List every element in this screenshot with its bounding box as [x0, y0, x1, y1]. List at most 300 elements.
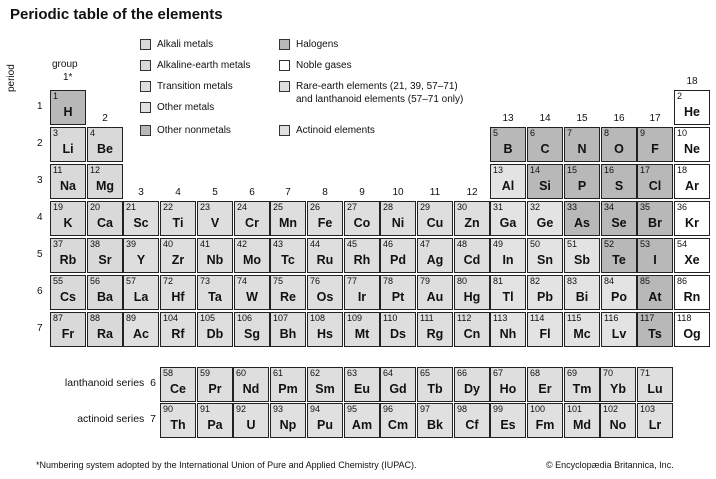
- atomic-number: 94: [310, 404, 321, 414]
- element-f: [637, 127, 673, 162]
- element-la: [123, 275, 159, 310]
- element-symbol: V: [210, 216, 220, 230]
- element-symbol: Te: [612, 253, 626, 267]
- atomic-number: 60: [236, 368, 247, 378]
- atomic-number: 46: [383, 239, 394, 249]
- element-li: [50, 127, 86, 162]
- atomic-number: 38: [90, 239, 101, 249]
- element-cr: [234, 201, 270, 236]
- element-symbol: F: [651, 142, 659, 156]
- element-symbol: Ti: [172, 216, 184, 230]
- atomic-number: 100: [530, 404, 546, 414]
- element-ca: [87, 201, 123, 236]
- element-sn: [527, 238, 563, 273]
- element-symbol: Fe: [317, 216, 333, 230]
- atomic-number: 110: [383, 313, 398, 323]
- element-tl: [490, 275, 526, 310]
- element-rf: [160, 312, 196, 347]
- atomic-number: 47: [420, 239, 431, 249]
- element-au: [417, 275, 453, 310]
- atomic-number: 113: [493, 313, 508, 323]
- period-axis-label: period: [6, 64, 17, 92]
- group-label: 5: [212, 187, 218, 198]
- element-ts: [637, 312, 673, 347]
- atomic-number: 29: [420, 202, 431, 212]
- atomic-number: 53: [640, 239, 651, 249]
- element-symbol: Zn: [464, 216, 480, 230]
- element-ac: [123, 312, 159, 347]
- element-symbol: At: [648, 290, 662, 304]
- element-po: [601, 275, 637, 310]
- atomic-number: 51: [567, 239, 578, 249]
- element-as: [564, 201, 600, 236]
- element-pm: [270, 367, 306, 402]
- element-symbol: Ni: [391, 216, 405, 230]
- element-symbol: He: [684, 105, 700, 119]
- element-tm: [564, 367, 600, 402]
- element-os: [307, 275, 343, 310]
- element-mt: [344, 312, 380, 347]
- atomic-number: 88: [90, 313, 101, 323]
- atomic-number: 31: [493, 202, 504, 212]
- element-symbol: Pd: [390, 253, 406, 267]
- element-rn: [674, 275, 710, 310]
- element-sm: [307, 367, 343, 402]
- atomic-number: 75: [273, 276, 284, 286]
- element-symbol: Se: [611, 216, 627, 230]
- element-hg: [454, 275, 490, 310]
- atomic-number: 104: [163, 313, 179, 323]
- element-symbol: Pt: [391, 290, 405, 304]
- element-sc: [123, 201, 159, 236]
- group-label: 12: [466, 187, 478, 198]
- element-symbol: Db: [206, 327, 224, 341]
- element-fl: [527, 312, 563, 347]
- group-label: 10: [392, 187, 404, 198]
- atomic-number: 114: [530, 313, 545, 323]
- element-symbol: Pr: [208, 382, 222, 396]
- element-symbol: Md: [572, 418, 592, 432]
- element-xe: [674, 238, 710, 273]
- group-label: 9: [359, 187, 365, 198]
- element-symbol: Rg: [426, 327, 444, 341]
- atomic-number: 81: [493, 276, 504, 286]
- element-ho: [490, 367, 526, 402]
- group-label: 7: [285, 187, 291, 198]
- atomic-number: 30: [457, 202, 468, 212]
- period-label: 7: [37, 323, 43, 334]
- element-symbol: Ca: [97, 216, 113, 230]
- period-label: 5: [37, 249, 43, 260]
- element-symbol: Nd: [242, 382, 260, 396]
- element-cn: [454, 312, 490, 347]
- legend-swatch-noble: [279, 60, 290, 71]
- atomic-number: 118: [677, 313, 692, 323]
- element-symbol: O: [614, 142, 624, 156]
- atomic-number: 14: [530, 165, 541, 175]
- element-ga: [490, 201, 526, 236]
- legend-label-rare-earth: Rare-earth elements (21, 39, 57–71): [296, 81, 458, 92]
- element-symbol: Ir: [357, 290, 367, 304]
- element-symbol: Ne: [684, 142, 700, 156]
- element-y: [123, 238, 159, 273]
- element-mo: [234, 238, 270, 273]
- atomic-number: 106: [237, 313, 253, 323]
- element-symbol: Nb: [206, 253, 224, 267]
- element-symbol: S: [614, 179, 624, 193]
- element-symbol: Mt: [354, 327, 370, 341]
- atomic-number: 11: [53, 165, 63, 175]
- element-sr: [87, 238, 123, 273]
- element-symbol: Sg: [244, 327, 260, 341]
- group-label: 4: [175, 187, 181, 198]
- element-ds: [380, 312, 416, 347]
- element-al: [490, 164, 526, 199]
- element-s: [601, 164, 637, 199]
- atomic-number: 84: [604, 276, 615, 286]
- element-am: [344, 403, 380, 438]
- element-symbol: Ts: [648, 327, 662, 341]
- atomic-number: 112: [457, 313, 472, 323]
- element-symbol: Si: [539, 179, 551, 193]
- element-symbol: Br: [648, 216, 662, 230]
- element-symbol: Tm: [572, 382, 592, 396]
- element-symbol: Mo: [242, 253, 262, 267]
- atomic-number: 72: [163, 276, 174, 286]
- copyright: © Encyclopædia Britannica, Inc.: [546, 460, 674, 470]
- atomic-number: 54: [677, 239, 688, 249]
- element-zr: [160, 238, 196, 273]
- atomic-number: 40: [163, 239, 174, 249]
- element-cf: [454, 403, 490, 438]
- atomic-number: 1: [53, 91, 59, 101]
- element-symbol: H: [63, 105, 73, 119]
- element-symbol: Mg: [95, 179, 115, 193]
- element-fe: [307, 201, 343, 236]
- element-symbol: Er: [538, 382, 552, 396]
- element-symbol: Sm: [315, 382, 335, 396]
- element-symbol: Ga: [499, 216, 517, 230]
- atomic-number: 101: [567, 404, 583, 414]
- element-b: [490, 127, 526, 162]
- element-c: [527, 127, 563, 162]
- element-symbol: Np: [279, 418, 297, 432]
- group-label: 13: [502, 113, 514, 124]
- atomic-number: 74: [237, 276, 248, 286]
- atomic-number: 22: [163, 202, 174, 212]
- atomic-number: 69: [567, 368, 578, 378]
- lanthanoid-series-label: lanthanoid series 6: [64, 377, 156, 389]
- element-symbol: Og: [683, 327, 701, 341]
- element-symbol: Ho: [499, 382, 517, 396]
- atomic-number: 85: [640, 276, 651, 286]
- element-symbol: Dy: [464, 382, 480, 396]
- atomic-number: 91: [200, 404, 211, 414]
- atomic-number: 117: [640, 313, 655, 323]
- atomic-number: 92: [236, 404, 247, 414]
- element-na: [50, 164, 86, 199]
- atomic-number: 76: [310, 276, 321, 286]
- element-nd: [233, 367, 269, 402]
- atomic-number: 25: [273, 202, 284, 212]
- atomic-number: 45: [347, 239, 358, 249]
- atomic-number: 8: [604, 128, 610, 138]
- element-symbol: Cd: [463, 253, 481, 267]
- element-symbol: Yb: [610, 382, 626, 396]
- element-symbol: Pa: [207, 418, 223, 432]
- element-nh: [490, 312, 526, 347]
- atomic-number: 111: [420, 313, 434, 323]
- element-symbol: La: [133, 290, 149, 304]
- element-symbol: Fm: [535, 418, 555, 432]
- element-md: [564, 403, 600, 438]
- element-symbol: Cr: [245, 216, 259, 230]
- element-symbol: Cs: [60, 290, 76, 304]
- element-symbol: Es: [500, 418, 516, 432]
- atomic-number: 23: [200, 202, 211, 212]
- atomic-number: 89: [126, 313, 137, 323]
- element-symbol: Ag: [426, 253, 444, 267]
- element-symbol: C: [540, 142, 550, 156]
- atomic-number: 87: [53, 313, 64, 323]
- element-ce: [160, 367, 196, 402]
- element-pt: [380, 275, 416, 310]
- element-cl: [637, 164, 673, 199]
- element-symbol: Pm: [278, 382, 298, 396]
- element-ba: [87, 275, 123, 310]
- atomic-number: 77: [347, 276, 358, 286]
- element-symbol: Ta: [208, 290, 222, 304]
- element-symbol: Fr: [61, 327, 75, 341]
- element-symbol: Na: [60, 179, 76, 193]
- legend-label-other-nonmetal: Other nonmetals: [157, 125, 231, 136]
- atomic-number: 107: [273, 313, 289, 323]
- legend-label-rare-earth-line2: and lanthanoid elements (57–71 only): [296, 94, 464, 105]
- element-symbol: Sr: [98, 253, 112, 267]
- legend-swatch-transition: [140, 81, 151, 92]
- group-label: 11: [429, 187, 441, 198]
- element-be: [87, 127, 123, 162]
- element-ne: [674, 127, 710, 162]
- atomic-number: 103: [640, 404, 656, 414]
- atomic-number: 102: [603, 404, 619, 414]
- atomic-number: 108: [310, 313, 326, 323]
- atomic-number: 65: [420, 368, 431, 378]
- element-in: [490, 238, 526, 273]
- element-lu: [637, 367, 673, 402]
- element-te: [601, 238, 637, 273]
- element-symbol: Lu: [647, 382, 663, 396]
- element-zn: [454, 201, 490, 236]
- group-axis-label: group: [52, 59, 78, 70]
- atomic-number: 41: [200, 239, 211, 249]
- element-fr: [50, 312, 86, 347]
- element-mc: [564, 312, 600, 347]
- element-at: [637, 275, 673, 310]
- atomic-number: 49: [493, 239, 504, 249]
- element-w: [234, 275, 270, 310]
- element-no: [600, 403, 636, 438]
- legend-swatch-alkaline-earth: [140, 60, 151, 71]
- element-v: [197, 201, 233, 236]
- atomic-number: 116: [604, 313, 619, 323]
- element-symbol: Bk: [427, 418, 443, 432]
- period-label: 1: [37, 101, 43, 112]
- element-sb: [564, 238, 600, 273]
- element-rb: [50, 238, 86, 273]
- element-ag: [417, 238, 453, 273]
- period-label: 4: [37, 212, 43, 223]
- element-ta: [197, 275, 233, 310]
- element-symbol: N: [577, 142, 587, 156]
- element-cu: [417, 201, 453, 236]
- atomic-number: 58: [163, 368, 174, 378]
- element-symbol: W: [246, 290, 258, 304]
- atomic-number: 50: [530, 239, 541, 249]
- atomic-number: 43: [273, 239, 284, 249]
- atomic-number: 57: [126, 276, 137, 286]
- legend-label-other-metal: Other metals: [157, 102, 215, 113]
- atomic-number: 21: [126, 202, 137, 212]
- element-symbol: Kr: [685, 216, 699, 230]
- element-og: [674, 312, 710, 347]
- element-symbol: Ba: [97, 290, 113, 304]
- atomic-number: 96: [383, 404, 394, 414]
- element-symbol: Fl: [539, 327, 551, 341]
- element-mn: [270, 201, 306, 236]
- element-h: [50, 90, 86, 125]
- period-label: 3: [37, 175, 43, 186]
- atomic-number: 66: [457, 368, 468, 378]
- element-re: [270, 275, 306, 310]
- atomic-number: 63: [347, 368, 358, 378]
- legend-swatch-other-nonmetal: [140, 125, 151, 136]
- group-label: 17: [649, 113, 661, 124]
- page-title: Periodic table of the elements: [10, 6, 223, 23]
- legend-label-alkaline-earth: Alkaline-earth metals: [157, 60, 251, 71]
- element-symbol: Co: [353, 216, 371, 230]
- atomic-number: 27: [347, 202, 358, 212]
- element-symbol: Nh: [499, 327, 517, 341]
- atomic-number: 99: [493, 404, 504, 414]
- element-pr: [197, 367, 233, 402]
- atomic-number: 26: [310, 202, 321, 212]
- legend-label-transition: Transition metals: [157, 81, 233, 92]
- element-symbol: Po: [611, 290, 627, 304]
- element-gd: [380, 367, 416, 402]
- atomic-number: 44: [310, 239, 321, 249]
- element-symbol: Sc: [133, 216, 149, 230]
- atomic-number: 5: [493, 128, 499, 138]
- atomic-number: 105: [200, 313, 216, 323]
- element-co: [344, 201, 380, 236]
- atomic-number: 62: [310, 368, 321, 378]
- element-symbol: Lv: [611, 327, 627, 341]
- atomic-number: 17: [640, 165, 651, 175]
- atomic-number: 78: [383, 276, 394, 286]
- element-sg: [234, 312, 270, 347]
- atomic-number: 37: [53, 239, 64, 249]
- element-symbol: Hf: [171, 290, 185, 304]
- element-symbol: Ra: [97, 327, 113, 341]
- element-fm: [527, 403, 563, 438]
- element-symbol: Bh: [279, 327, 297, 341]
- element-symbol: Ds: [390, 327, 406, 341]
- element-symbol: Cn: [463, 327, 481, 341]
- atomic-number: 55: [53, 276, 64, 286]
- element-n: [564, 127, 600, 162]
- atomic-number: 13: [493, 165, 504, 175]
- atomic-number: 93: [273, 404, 284, 414]
- group-label: 14: [539, 113, 551, 124]
- element-symbol: Hs: [317, 327, 333, 341]
- group-label: 8: [322, 187, 328, 198]
- atomic-number: 71: [640, 368, 651, 378]
- element-symbol: Sn: [537, 253, 553, 267]
- element-cd: [454, 238, 490, 273]
- element-pd: [380, 238, 416, 273]
- atomic-number: 79: [420, 276, 431, 286]
- atomic-number: 24: [237, 202, 248, 212]
- atomic-number: 28: [383, 202, 394, 212]
- element-p: [564, 164, 600, 199]
- group-label: 2: [102, 113, 108, 124]
- atomic-number: 115: [567, 313, 582, 323]
- element-cm: [380, 403, 416, 438]
- element-symbol: Pb: [537, 290, 553, 304]
- element-symbol: Eu: [354, 382, 370, 396]
- atomic-number: 32: [530, 202, 541, 212]
- element-symbol: Li: [62, 142, 74, 156]
- group-label: 15: [576, 113, 588, 124]
- atomic-number: 34: [604, 202, 615, 212]
- period-label: 6: [37, 286, 43, 297]
- atomic-number: 70: [603, 368, 614, 378]
- element-symbol: Tl: [502, 290, 514, 304]
- legend-label-actinoid: Actinoid elements: [296, 125, 375, 136]
- legend-swatch-other-metal: [140, 102, 151, 113]
- element-pu: [307, 403, 343, 438]
- element-symbol: Sb: [574, 253, 590, 267]
- element-lv: [601, 312, 637, 347]
- element-ra: [87, 312, 123, 347]
- atomic-number: 2: [677, 91, 683, 101]
- element-he: [674, 90, 710, 125]
- element-hf: [160, 275, 196, 310]
- element-symbol: Cl: [648, 179, 662, 193]
- element-symbol: Rn: [683, 290, 701, 304]
- element-symbol: Rf: [171, 327, 185, 341]
- element-symbol: As: [574, 216, 590, 230]
- element-br: [637, 201, 673, 236]
- element-pa: [197, 403, 233, 438]
- element-ar: [674, 164, 710, 199]
- atomic-number: 9: [640, 128, 646, 138]
- atomic-number: 67: [493, 368, 504, 378]
- element-symbol: Pu: [317, 418, 333, 432]
- atomic-number: 59: [200, 368, 211, 378]
- element-mg: [87, 164, 123, 199]
- group-label: 6: [249, 187, 255, 198]
- atomic-number: 18: [677, 165, 688, 175]
- element-np: [270, 403, 306, 438]
- element-k: [50, 201, 86, 236]
- atomic-number: 35: [640, 202, 651, 212]
- atomic-number: 36: [677, 202, 688, 212]
- element-symbol: Rh: [353, 253, 371, 267]
- atomic-number: 98: [457, 404, 468, 414]
- element-symbol: Re: [280, 290, 296, 304]
